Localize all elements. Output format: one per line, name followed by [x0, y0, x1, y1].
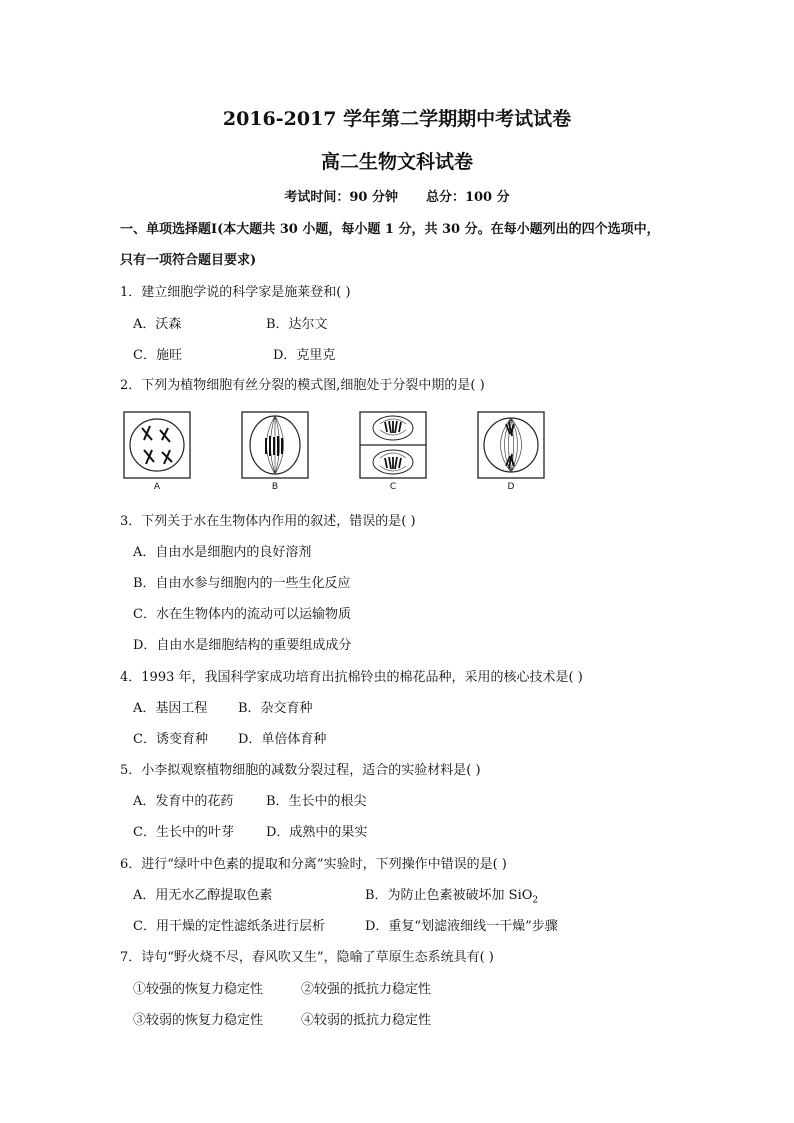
mitosis-figures: [120, 410, 550, 500]
mitosis-figure-d: [476, 410, 546, 500]
question-1-option-a: A．沃森: [133, 317, 182, 332]
exam-title: 2016-2017 学年第二学期期中考试试卷: [222, 108, 572, 130]
question-7-option-1: ①较强的恢复力稳定性: [133, 982, 264, 997]
question-6-stem: 6．进行“绿叶中色素的提取和分离”实验时，下列操作中错误的是( ): [120, 857, 507, 872]
mitosis-figure-c: [358, 410, 428, 500]
question-1-stem: 1．建立细胞学说的科学家是施莱登和( ): [120, 285, 351, 300]
question-5-stem: 5．小李拟观察植物细胞的减数分裂过程，适合的实验材料是( ): [120, 763, 481, 778]
question-1-option-b: B．达尔文: [266, 317, 328, 332]
question-1-option-c: C．施旺: [133, 348, 182, 363]
figure-label-b: B: [271, 482, 279, 492]
question-6-option-b: [365, 884, 538, 906]
question-2-stem: 2．下列为植物细胞有丝分裂的模式图,细胞处于分裂中期的是( ): [120, 378, 485, 393]
question-6-option-b-text: B．为防止色素被破坏加 SiO: [365, 888, 533, 903]
question-5-option-c: C．生长中的叶芽: [133, 825, 234, 840]
question-6-option-c: C．用干燥的定性滤纸条进行层析: [133, 919, 325, 934]
question-4-option-d: D．单倍体育种: [238, 732, 327, 747]
question-7-option-2: ②较强的抵抗力稳定性: [301, 982, 432, 997]
question-7-option-3: ③较弱的恢复力稳定性: [133, 1013, 264, 1028]
figure-label-d: D: [507, 482, 515, 492]
section-heading-line1: 一、单项选择题Ⅰ(本大题共 30 小题，每小题 1 分，共 30 分。在每小题列出的四个选项中，: [120, 222, 660, 237]
figure-label-c: C: [389, 482, 397, 492]
mitosis-figure-a: [122, 410, 192, 500]
section-heading-line2: 只有一项符合题目要求): [120, 253, 257, 268]
exam-time: 考试时间：90 分钟: [284, 190, 398, 205]
question-3-stem: 3．下列关于水在生物体内作用的叙述，错误的是( ): [120, 514, 416, 529]
question-3-option-d: D．自由水是细胞结构的重要组成成分: [133, 638, 352, 653]
question-6-option-d: D．重复“划滤液细线一干燥”步骤: [365, 919, 558, 934]
question-7-stem: 7．诗句“野火烧不尽，春风吹又生”，隐喻了草原生态系统具有( ): [120, 950, 494, 965]
question-4-option-b: B．杂交育种: [238, 701, 313, 716]
question-4-option-a: A．基因工程: [133, 701, 208, 716]
question-3-option-b: B．自由水参与细胞内的一些生化反应: [133, 576, 351, 591]
figure-label-a: A: [153, 482, 161, 492]
question-4-option-c: C．诱变育种: [133, 732, 208, 747]
question-6-option-a: A．用无水乙醇提取色素: [133, 888, 273, 903]
exam-subtitle: 高二生物文科试卷: [320, 151, 473, 173]
question-6-option-b-subscript: 2: [532, 895, 539, 906]
question-4-stem: 4．1993 年，我国科学家成功培育出抗棉铃虫的棉花品种，采用的核心技术是( ): [120, 670, 583, 685]
question-1-option-d: D．克里克: [273, 348, 336, 363]
exam-score: 总分：100 分: [425, 190, 510, 205]
question-5-option-d: D．成熟中的果实: [266, 825, 368, 840]
exam-info: [0, 186, 794, 205]
question-3-option-c: C．水在生物体内的流动可以运输物质: [133, 607, 351, 622]
mitosis-figure-b: [240, 410, 310, 500]
question-3-option-a: A．自由水是细胞内的良好溶剂: [133, 545, 312, 560]
question-5-option-a: A．发育中的花药: [133, 794, 234, 809]
question-5-option-b: B．生长中的根尖: [266, 794, 367, 809]
question-7-option-4: ④较弱的抵抗力稳定性: [301, 1013, 432, 1028]
